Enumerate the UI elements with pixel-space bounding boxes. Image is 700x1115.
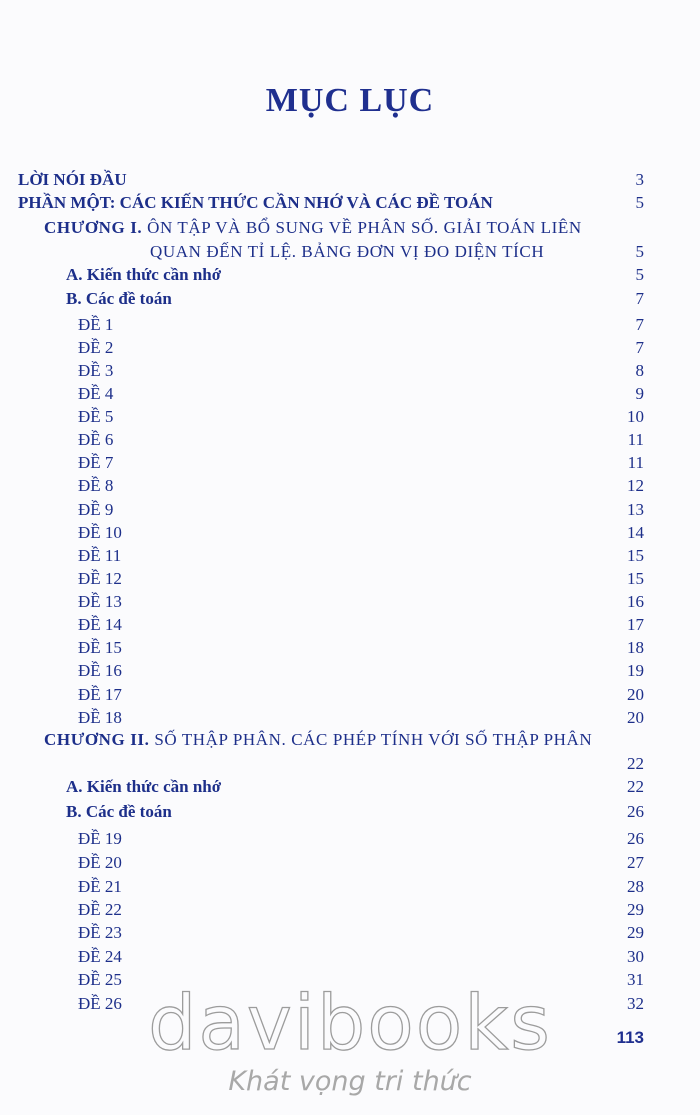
toc-entry-page: 19 <box>627 661 644 680</box>
toc-entry-label <box>150 240 544 264</box>
toc-entry-text: ĐỀ 9 <box>78 500 114 519</box>
toc-entry-text: ĐỀ 22 <box>78 900 122 919</box>
toc-entry-label <box>44 728 592 752</box>
toc-entry <box>0 313 700 337</box>
toc-entry <box>0 474 700 498</box>
toc-entry-label <box>78 636 122 660</box>
toc-entry <box>0 898 700 922</box>
toc-entry-text: ĐỀ 21 <box>78 877 122 896</box>
toc-entry-text: ĐỀ 11 <box>78 546 122 565</box>
toc-entry-text: ĐỀ 2 <box>78 338 114 357</box>
toc-entry-page: 15 <box>627 546 644 565</box>
toc-entry-label <box>78 921 122 945</box>
toc-entry-page: 27 <box>627 853 644 872</box>
toc-entry-page: 9 <box>635 384 644 403</box>
toc-entry <box>0 567 700 591</box>
toc-entry <box>0 521 700 545</box>
toc-entry-label <box>66 287 172 311</box>
toc-entry-page: 5 <box>635 193 644 212</box>
toc-entry <box>0 827 700 851</box>
page-number: 113 <box>616 1028 644 1047</box>
toc-entry-label <box>78 544 121 568</box>
toc-entry-page: 16 <box>627 592 644 611</box>
toc-entry <box>0 613 700 637</box>
toc-entry-page: 14 <box>627 523 644 542</box>
toc-entry-page: 29 <box>627 923 644 942</box>
toc-entry-label <box>78 851 122 875</box>
toc-entry-page: 7 <box>635 338 644 357</box>
toc-entry-text: ĐỀ 1 <box>78 315 114 334</box>
toc-entry-page: 17 <box>627 615 644 634</box>
toc-entry-text: ĐỀ 19 <box>78 829 122 848</box>
toc-entry-text: PHẦN MỘT: CÁC KIẾN THỨC CẦN NHỚ VÀ CÁC ĐỀ TOÁN <box>18 193 493 212</box>
toc-entry-text: ĐỀ 18 <box>78 708 122 727</box>
toc-entry-label <box>78 827 122 851</box>
toc-entry-text: QUAN ĐẾN TỈ LỆ. BẢNG ĐƠN VỊ ĐO DIỆN TÍCH <box>150 242 545 261</box>
toc-entry <box>0 428 700 452</box>
toc-entry-text: ĐỀ 7 <box>78 453 114 472</box>
toc-entry-label <box>78 498 113 522</box>
toc-entry-text: ĐỀ 20 <box>78 853 122 872</box>
toc-entry-text: B. Các đề toán <box>66 289 172 308</box>
toc-entry-page: 3 <box>635 170 644 189</box>
toc-entry-text: ĐỀ 6 <box>78 430 114 449</box>
toc-entry-text: ĐỀ 10 <box>78 523 122 542</box>
toc-entry-text: ĐỀ 14 <box>78 615 122 634</box>
toc-entry-label <box>78 405 113 429</box>
toc-entry-label <box>78 451 113 475</box>
toc-entry-text: ĐỀ 16 <box>78 661 122 680</box>
toc-entry <box>0 263 700 287</box>
toc-chapter-number: CHƯƠNG II. <box>44 730 150 749</box>
toc-entry-page: 8 <box>635 361 644 380</box>
toc-entry-text: ĐỀ 13 <box>78 592 122 611</box>
toc-entry-label <box>66 263 221 287</box>
toc-entry <box>0 659 700 683</box>
toc-entry <box>0 706 700 730</box>
toc-entry-label <box>78 590 122 614</box>
toc-entry <box>0 544 700 568</box>
toc-entry-text: ĐỀ 5 <box>78 407 114 426</box>
toc-entry <box>0 191 700 215</box>
toc-entry-text: SỐ THẬP PHÂN. CÁC PHÉP TÍNH VỚI SỐ THẬP PHÂN <box>149 730 593 749</box>
toc-entry <box>0 168 700 192</box>
toc-entry-label <box>78 945 122 969</box>
toc-entry-text: B. Các đề toán <box>66 802 172 821</box>
toc-entry-text: ĐỀ 24 <box>78 947 122 966</box>
toc-entry-page: 5 <box>635 265 644 284</box>
toc-entry <box>0 728 700 752</box>
toc-entry-page: 10 <box>627 407 644 426</box>
toc-entry-page: 28 <box>627 877 644 896</box>
toc-entry-text: ĐỀ 25 <box>78 970 122 989</box>
toc-entry-label <box>78 567 122 591</box>
toc-entry-label <box>78 313 113 337</box>
toc-entry <box>0 683 700 707</box>
toc-entry <box>0 775 700 799</box>
page-title: MỤC LỤC <box>265 82 435 119</box>
toc-entry <box>0 359 700 383</box>
toc-entry-page: 22 <box>627 754 644 773</box>
toc-entry-label <box>18 168 127 192</box>
toc-entry-page: 20 <box>627 685 644 704</box>
toc-entry-page: 15 <box>627 569 644 588</box>
toc-entry <box>0 287 700 311</box>
toc-entry <box>0 636 700 660</box>
toc-entry-label <box>18 191 493 215</box>
toc-chapter-number: CHƯƠNG I. <box>44 218 143 237</box>
toc-entry <box>0 921 700 945</box>
toc-entry <box>0 851 700 875</box>
toc-entry-text: A. Kiến thức cần nhớ <box>66 265 222 284</box>
toc-entry-page: 32 <box>627 994 644 1013</box>
toc-entry-text: ĐỀ 17 <box>78 685 122 704</box>
toc-entry-label <box>78 336 113 360</box>
toc-entry-label <box>78 898 122 922</box>
toc-entry <box>0 752 700 776</box>
toc-entry-text: ĐỀ 15 <box>78 638 122 657</box>
toc-entry-label <box>66 775 221 799</box>
toc-entry-text: A. Kiến thức cần nhớ <box>66 777 222 796</box>
toc-entry-page: 26 <box>627 829 644 848</box>
toc-entry-label <box>78 359 113 383</box>
toc-entry <box>0 336 700 360</box>
watermark-logo: davibooks <box>148 978 552 1067</box>
toc-entry-page: 11 <box>627 453 644 472</box>
toc-entry-page: 31 <box>627 970 644 989</box>
toc-entry-label <box>78 683 122 707</box>
toc-entry-text: ĐỀ 4 <box>78 384 114 403</box>
toc-entry-text: ĐỀ 3 <box>78 361 114 380</box>
toc-entry <box>0 498 700 522</box>
toc-entry-text: ĐỀ 26 <box>78 994 122 1013</box>
toc-entry <box>0 590 700 614</box>
toc-entry-text: ĐỀ 23 <box>78 923 122 942</box>
toc-entry-label <box>78 659 122 683</box>
toc-entry-page: 18 <box>627 638 644 657</box>
toc-entry-text: ĐỀ 12 <box>78 569 122 588</box>
watermark-slogan: Khát vọng tri thức <box>228 1066 472 1097</box>
toc-entry-text: LỜI NÓI ĐẦU <box>18 170 127 189</box>
toc-entry <box>0 405 700 429</box>
toc-entry <box>0 216 700 240</box>
toc-entry-page: 13 <box>627 500 644 519</box>
toc-entry-label <box>78 706 122 730</box>
toc-entry-label <box>78 474 113 498</box>
toc-entry-label <box>78 382 113 406</box>
toc-entry-label <box>78 613 122 637</box>
toc-entry <box>0 240 700 264</box>
toc-entry <box>0 382 700 406</box>
toc-entry-label <box>66 800 172 824</box>
toc-entry-label <box>78 521 122 545</box>
toc-entry-page: 5 <box>635 242 644 261</box>
toc-entry-label <box>78 875 122 899</box>
toc-entry-page: 29 <box>627 900 644 919</box>
toc-entry-text: ĐỀ 8 <box>78 476 114 495</box>
toc-entry-page: 30 <box>627 947 644 966</box>
toc-entry-page: 26 <box>627 802 644 821</box>
toc-entry-page: 7 <box>635 315 644 334</box>
toc-entry-label <box>78 428 113 452</box>
toc-entry-page: 11 <box>627 430 644 449</box>
toc-entry-page: 20 <box>627 708 644 727</box>
toc-entry-label <box>44 216 582 240</box>
toc-entry <box>0 800 700 824</box>
toc-entry <box>0 451 700 475</box>
toc-entry-page: 22 <box>627 777 644 796</box>
toc-entry-page: 12 <box>627 476 644 495</box>
toc-entry-text: ÔN TẬP VÀ BỔ SUNG VỀ PHÂN SỐ. GIẢI TOÁN LIÊN <box>142 218 582 237</box>
toc-entry <box>0 875 700 899</box>
toc-entry <box>0 945 700 969</box>
toc-entry-page: 7 <box>635 289 644 308</box>
